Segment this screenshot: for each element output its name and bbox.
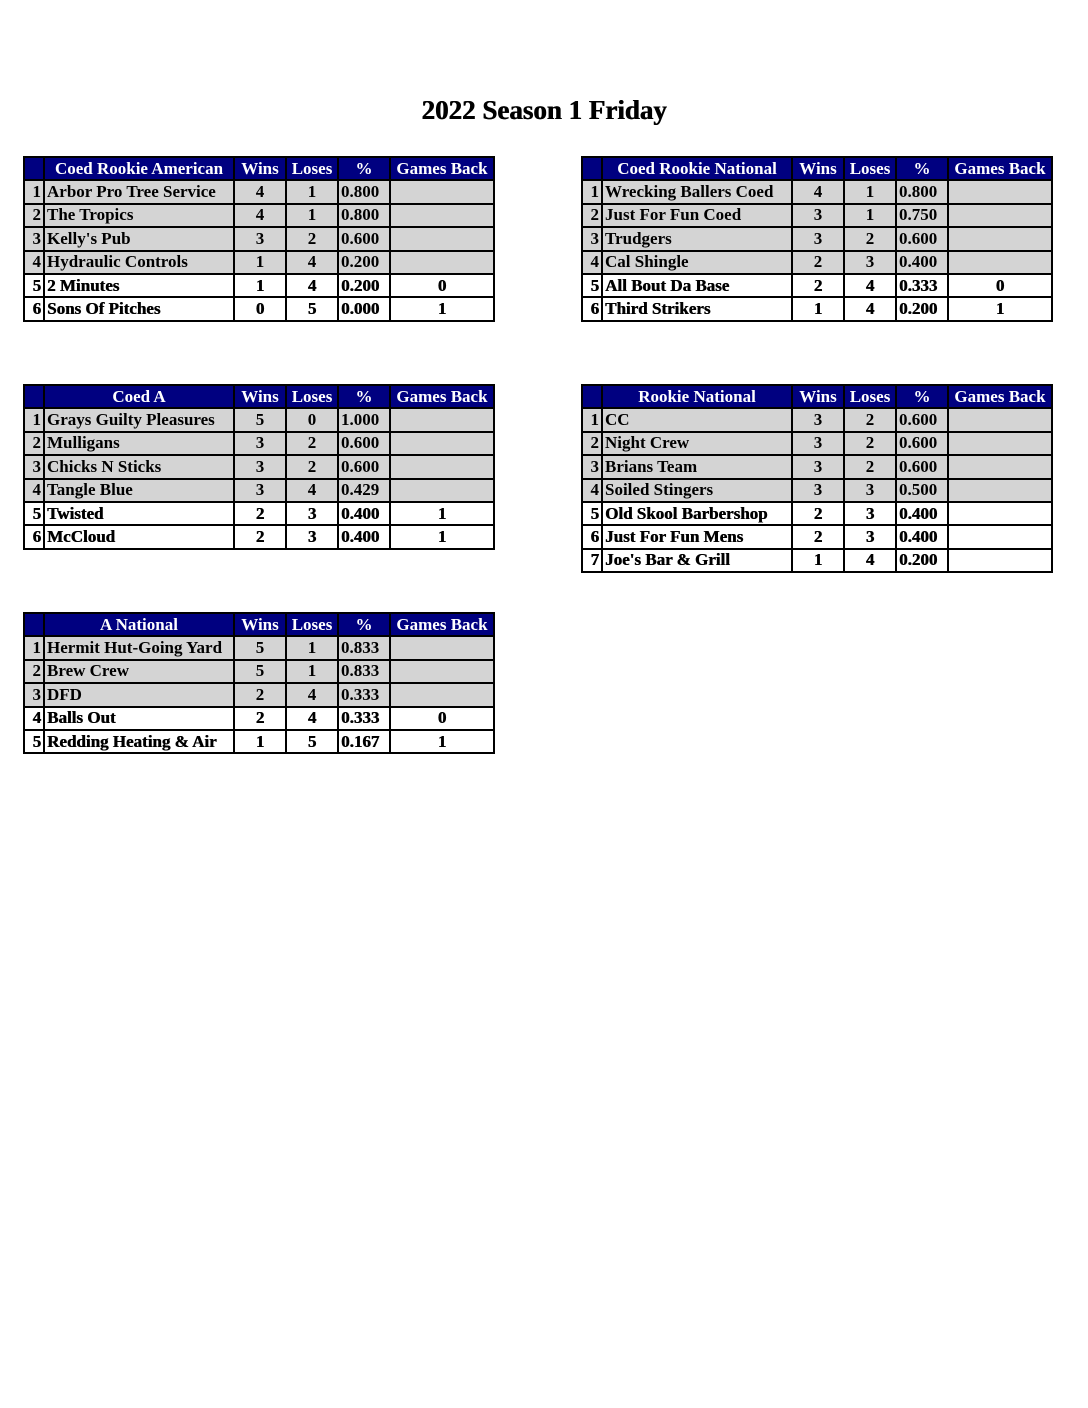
loses-cell: 4 <box>286 274 338 297</box>
loses-cell: 3 <box>844 479 896 502</box>
standings-table-rookie-national <box>581 384 1053 573</box>
wins-header: Wins <box>234 613 286 636</box>
standings-table-a-national <box>23 612 495 754</box>
header-row <box>582 385 1052 408</box>
team-name: Hermit Hut-Going Yard <box>44 636 234 659</box>
pct-cell: 0.400 <box>896 251 948 274</box>
rank-cell: 3 <box>582 455 602 478</box>
table-row <box>24 683 494 706</box>
rank-cell: 7 <box>582 549 602 572</box>
header-row <box>24 157 494 180</box>
table-row <box>24 432 494 455</box>
rank-cell: 6 <box>24 525 44 548</box>
games-back-header: Games Back <box>948 157 1052 180</box>
table-row <box>582 525 1052 548</box>
wins-cell: 4 <box>234 180 286 203</box>
pct-cell: 0.200 <box>896 549 948 572</box>
rank-cell: 4 <box>24 479 44 502</box>
rank-cell: 4 <box>582 479 602 502</box>
loses-cell: 5 <box>286 730 338 753</box>
pct-cell: 0.800 <box>338 204 390 227</box>
pct-cell: 0.800 <box>896 180 948 203</box>
pct-cell: 0.167 <box>338 730 390 753</box>
loses-cell: 4 <box>286 707 338 730</box>
wins-cell: 5 <box>234 660 286 683</box>
standings-table-coed-a <box>23 384 495 550</box>
rank-cell: 1 <box>24 180 44 203</box>
rank-cell: 3 <box>24 227 44 250</box>
loses-header: Loses <box>286 613 338 636</box>
games-back-cell: 1 <box>390 525 494 548</box>
rank-cell: 3 <box>582 227 602 250</box>
wins-cell: 3 <box>792 455 844 478</box>
wins-cell: 3 <box>792 432 844 455</box>
pct-cell: 0.750 <box>896 204 948 227</box>
team-name: Just For Fun Mens <box>602 525 792 548</box>
loses-cell: 2 <box>844 432 896 455</box>
pct-cell: 1.000 <box>338 408 390 431</box>
wins-cell: 2 <box>234 707 286 730</box>
table-row <box>582 251 1052 274</box>
pct-cell: 0.400 <box>896 525 948 548</box>
team-name: DFD <box>44 683 234 706</box>
table-row <box>24 251 494 274</box>
rank-cell: 5 <box>24 274 44 297</box>
games-back-cell <box>390 636 494 659</box>
table-row <box>582 455 1052 478</box>
team-name: Twisted <box>44 502 234 525</box>
team-name: 2 Minutes <box>44 274 234 297</box>
table-row <box>24 479 494 502</box>
rank-cell: 5 <box>582 502 602 525</box>
rank-cell: 3 <box>24 455 44 478</box>
wins-cell: 3 <box>234 455 286 478</box>
wins-cell: 2 <box>792 251 844 274</box>
wins-header: Wins <box>234 157 286 180</box>
wins-header: Wins <box>792 385 844 408</box>
wins-cell: 1 <box>792 297 844 320</box>
team-name: Redding Heating & Air <box>44 730 234 753</box>
games-back-cell <box>948 408 1052 431</box>
rank-header <box>582 385 602 408</box>
team-name: Arbor Pro Tree Service <box>44 180 234 203</box>
team-name: Hydraulic Controls <box>44 251 234 274</box>
loses-cell: 0 <box>286 408 338 431</box>
loses-cell: 3 <box>844 251 896 274</box>
table-row <box>24 636 494 659</box>
team-name: CC <box>602 408 792 431</box>
wins-cell: 2 <box>234 525 286 548</box>
games-back-cell: 1 <box>390 502 494 525</box>
pct-cell: 0.200 <box>896 297 948 320</box>
rank-header <box>24 613 44 636</box>
pct-cell: 0.000 <box>338 297 390 320</box>
loses-cell: 1 <box>286 180 338 203</box>
rank-cell: 2 <box>24 660 44 683</box>
team-name: All Bout Da Base <box>602 274 792 297</box>
rank-cell: 5 <box>24 502 44 525</box>
table-row <box>582 408 1052 431</box>
rank-header <box>24 157 44 180</box>
loses-cell: 3 <box>286 502 338 525</box>
games-back-cell <box>390 479 494 502</box>
team-name: Brew Crew <box>44 660 234 683</box>
wins-header: Wins <box>792 157 844 180</box>
pct-cell: 0.333 <box>896 274 948 297</box>
table-row <box>24 660 494 683</box>
loses-cell: 2 <box>286 455 338 478</box>
table-row <box>582 432 1052 455</box>
pct-header: % <box>338 385 390 408</box>
pct-cell: 0.600 <box>338 227 390 250</box>
games-back-cell: 0 <box>390 274 494 297</box>
team-name: Night Crew <box>602 432 792 455</box>
division-name: A National <box>44 613 234 636</box>
pct-cell: 0.600 <box>896 455 948 478</box>
loses-cell: 4 <box>844 274 896 297</box>
games-back-header: Games Back <box>390 385 494 408</box>
table-row <box>582 297 1052 320</box>
loses-cell: 1 <box>286 660 338 683</box>
games-back-header: Games Back <box>948 385 1052 408</box>
games-back-cell: 1 <box>948 297 1052 320</box>
loses-cell: 2 <box>844 227 896 250</box>
pct-header: % <box>896 157 948 180</box>
wins-cell: 5 <box>234 636 286 659</box>
table-row <box>24 525 494 548</box>
loses-cell: 2 <box>844 455 896 478</box>
table-row <box>24 274 494 297</box>
games-back-cell <box>390 227 494 250</box>
pct-cell: 0.500 <box>896 479 948 502</box>
wins-cell: 2 <box>234 683 286 706</box>
rank-cell: 1 <box>24 636 44 659</box>
loses-cell: 1 <box>286 204 338 227</box>
loses-cell: 1 <box>844 180 896 203</box>
loses-header: Loses <box>844 385 896 408</box>
table-row <box>582 549 1052 572</box>
pct-cell: 0.833 <box>338 636 390 659</box>
rank-cell: 6 <box>582 525 602 548</box>
games-back-cell <box>390 204 494 227</box>
loses-cell: 2 <box>286 227 338 250</box>
wins-cell: 2 <box>792 502 844 525</box>
table-row <box>24 502 494 525</box>
pct-header: % <box>338 613 390 636</box>
rank-cell: 2 <box>24 432 44 455</box>
games-back-cell <box>390 180 494 203</box>
table-row <box>24 707 494 730</box>
table-row <box>582 227 1052 250</box>
loses-cell: 4 <box>844 549 896 572</box>
table-row <box>24 180 494 203</box>
table-row <box>582 204 1052 227</box>
team-name: Balls Out <box>44 707 234 730</box>
loses-header: Loses <box>844 157 896 180</box>
team-name: McCloud <box>44 525 234 548</box>
loses-header: Loses <box>286 385 338 408</box>
header-row <box>24 385 494 408</box>
loses-cell: 3 <box>286 525 338 548</box>
wins-cell: 1 <box>792 549 844 572</box>
games-back-cell: 0 <box>948 274 1052 297</box>
rank-cell: 2 <box>582 432 602 455</box>
games-back-cell: 1 <box>390 730 494 753</box>
pct-cell: 0.333 <box>338 707 390 730</box>
games-back-cell <box>948 432 1052 455</box>
games-back-cell <box>390 455 494 478</box>
pct-cell: 0.429 <box>338 479 390 502</box>
wins-cell: 3 <box>792 479 844 502</box>
games-back-cell: 0 <box>390 707 494 730</box>
division-name: Coed Rookie National <box>602 157 792 180</box>
pct-cell: 0.400 <box>338 525 390 548</box>
loses-cell: 2 <box>844 408 896 431</box>
team-name: Trudgers <box>602 227 792 250</box>
games-back-cell <box>948 549 1052 572</box>
rank-cell: 6 <box>582 297 602 320</box>
games-back-cell <box>948 455 1052 478</box>
games-back-header: Games Back <box>390 613 494 636</box>
loses-cell: 3 <box>844 502 896 525</box>
team-name: The Tropics <box>44 204 234 227</box>
team-name: Joe's Bar & Grill <box>602 549 792 572</box>
team-name: Brians Team <box>602 455 792 478</box>
table-row <box>582 502 1052 525</box>
team-name: Soiled Stingers <box>602 479 792 502</box>
loses-cell: 2 <box>286 432 338 455</box>
wins-cell: 3 <box>792 204 844 227</box>
rank-header <box>582 157 602 180</box>
wins-cell: 0 <box>234 297 286 320</box>
division-name: Coed Rookie American <box>44 157 234 180</box>
games-back-cell <box>948 502 1052 525</box>
team-name: Just For Fun Coed <box>602 204 792 227</box>
team-name: Tangle Blue <box>44 479 234 502</box>
games-back-cell <box>948 227 1052 250</box>
team-name: Kelly's Pub <box>44 227 234 250</box>
team-name: Wrecking Ballers Coed <box>602 180 792 203</box>
rank-cell: 4 <box>24 707 44 730</box>
rank-cell: 1 <box>582 180 602 203</box>
team-name: Grays Guilty Pleasures <box>44 408 234 431</box>
games-back-cell: 1 <box>390 297 494 320</box>
rank-cell: 3 <box>24 683 44 706</box>
table-row <box>582 479 1052 502</box>
table-row <box>24 408 494 431</box>
games-back-cell <box>390 683 494 706</box>
pct-cell: 0.400 <box>896 502 948 525</box>
rank-cell: 5 <box>582 274 602 297</box>
loses-cell: 1 <box>844 204 896 227</box>
table-row <box>24 204 494 227</box>
pct-cell: 0.800 <box>338 180 390 203</box>
standings-table-coed-rookie-american <box>23 156 495 322</box>
wins-cell: 4 <box>792 180 844 203</box>
loses-cell: 5 <box>286 297 338 320</box>
rank-cell: 2 <box>582 204 602 227</box>
table-row <box>582 274 1052 297</box>
pct-cell: 0.600 <box>896 432 948 455</box>
pct-cell: 0.200 <box>338 251 390 274</box>
rank-cell: 5 <box>24 730 44 753</box>
games-back-cell <box>948 204 1052 227</box>
wins-cell: 2 <box>792 274 844 297</box>
team-name: Chicks N Sticks <box>44 455 234 478</box>
games-back-header: Games Back <box>390 157 494 180</box>
loses-cell: 4 <box>844 297 896 320</box>
loses-cell: 1 <box>286 636 338 659</box>
games-back-cell <box>390 251 494 274</box>
loses-cell: 4 <box>286 251 338 274</box>
wins-cell: 3 <box>792 227 844 250</box>
pct-cell: 0.200 <box>338 274 390 297</box>
pct-cell: 0.400 <box>338 502 390 525</box>
rank-cell: 2 <box>24 204 44 227</box>
header-row <box>24 613 494 636</box>
games-back-cell <box>948 180 1052 203</box>
loses-cell: 4 <box>286 479 338 502</box>
wins-cell: 1 <box>234 274 286 297</box>
team-name: Third Strikers <box>602 297 792 320</box>
wins-cell: 1 <box>234 730 286 753</box>
games-back-cell <box>948 251 1052 274</box>
pct-cell: 0.600 <box>896 227 948 250</box>
wins-cell: 3 <box>234 432 286 455</box>
team-name: Old Skool Barbershop <box>602 502 792 525</box>
pct-header: % <box>896 385 948 408</box>
table-row <box>582 180 1052 203</box>
wins-cell: 3 <box>792 408 844 431</box>
pct-cell: 0.600 <box>338 432 390 455</box>
games-back-cell <box>390 408 494 431</box>
header-row <box>582 157 1052 180</box>
page-title: 2022 Season 1 Friday <box>421 95 667 125</box>
wins-cell: 5 <box>234 408 286 431</box>
table-row <box>24 730 494 753</box>
rank-cell: 1 <box>582 408 602 431</box>
wins-cell: 2 <box>234 502 286 525</box>
table-row <box>24 227 494 250</box>
rank-cell: 6 <box>24 297 44 320</box>
games-back-cell <box>390 432 494 455</box>
loses-cell: 4 <box>286 683 338 706</box>
pct-cell: 0.833 <box>338 660 390 683</box>
games-back-cell <box>948 525 1052 548</box>
pct-header: % <box>338 157 390 180</box>
table-row <box>24 455 494 478</box>
pct-cell: 0.600 <box>338 455 390 478</box>
table-row <box>24 297 494 320</box>
loses-header: Loses <box>286 157 338 180</box>
wins-cell: 1 <box>234 251 286 274</box>
pct-cell: 0.333 <box>338 683 390 706</box>
rank-cell: 1 <box>24 408 44 431</box>
rank-header <box>24 385 44 408</box>
team-name: Sons Of Pitches <box>44 297 234 320</box>
division-name: Coed A <box>44 385 234 408</box>
team-name: Mulligans <box>44 432 234 455</box>
pct-cell: 0.600 <box>896 408 948 431</box>
wins-cell: 3 <box>234 479 286 502</box>
games-back-cell <box>390 660 494 683</box>
loses-cell: 3 <box>844 525 896 548</box>
games-back-cell <box>948 479 1052 502</box>
standings-table-coed-rookie-national <box>581 156 1053 322</box>
wins-cell: 2 <box>792 525 844 548</box>
wins-header: Wins <box>234 385 286 408</box>
rank-cell: 4 <box>582 251 602 274</box>
wins-cell: 4 <box>234 204 286 227</box>
division-name: Rookie National <box>602 385 792 408</box>
team-name: Cal Shingle <box>602 251 792 274</box>
rank-cell: 4 <box>24 251 44 274</box>
wins-cell: 3 <box>234 227 286 250</box>
